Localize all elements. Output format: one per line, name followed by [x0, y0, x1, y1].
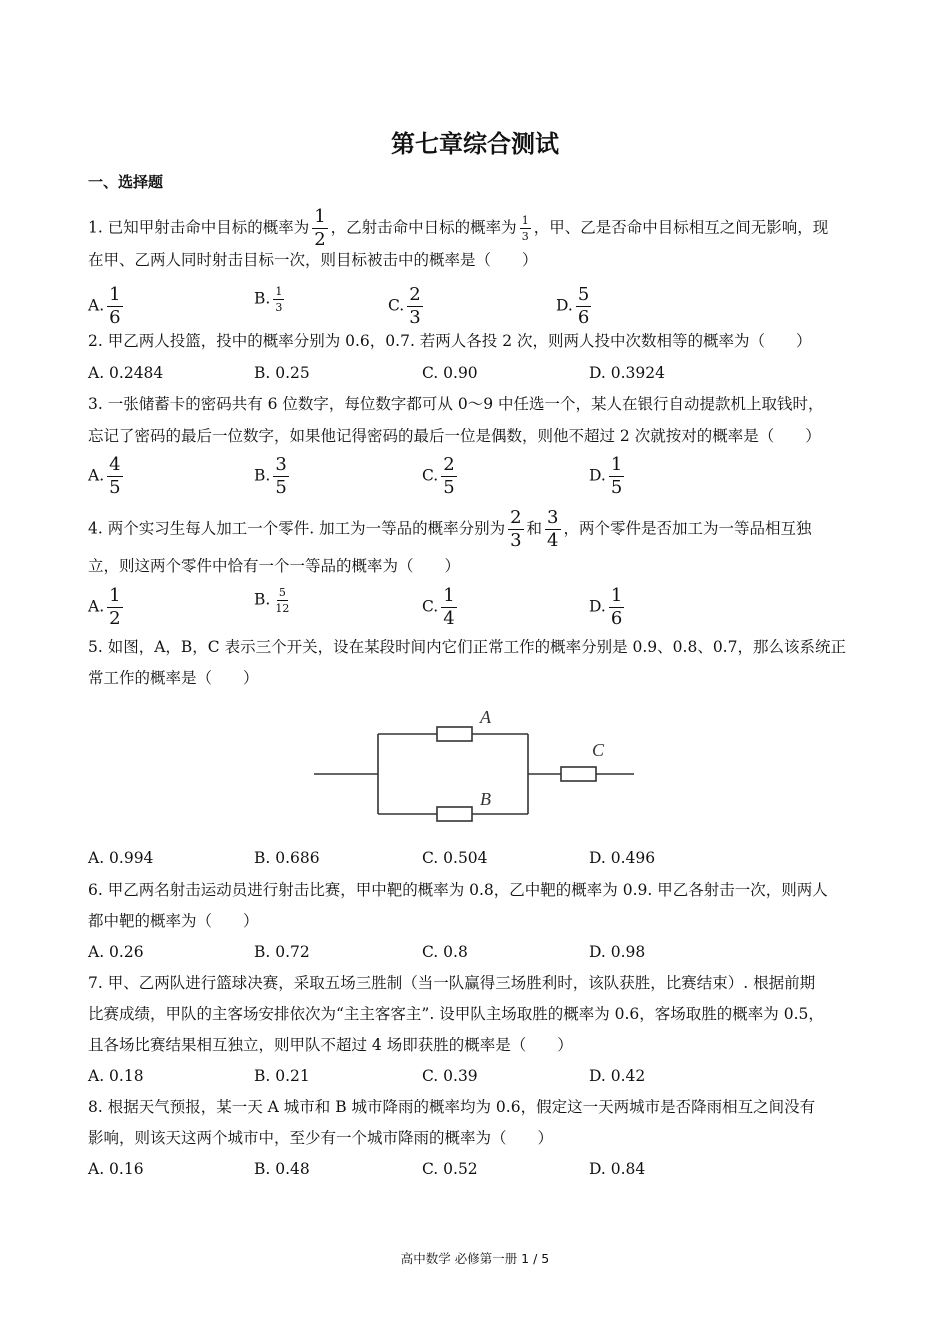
q1-option-d: D. $\frac{5}{6}$	[556, 284, 590, 328]
question-1-line-1: 1. 已知甲射击命中目标的概率为 $\frac{1}{2}$ ，乙射击命中日标的概率为 $\frac{1}{3}$ ，甲、乙是否命中目标相互之间无影响，现	[88, 206, 829, 250]
q1-option-a: A. $\frac{1}{6}$	[88, 284, 121, 328]
q1-option-b: B. $\frac{1}{3}$	[254, 285, 283, 314]
question-2-line-1: 2. 甲乙两人投篮，投中的概率分别为 0.6，0.7. 若两人各投 2 次，则两人投中次数相等的概率为（ ）	[88, 332, 812, 350]
q2-option-a: A. 0.2484	[88, 364, 164, 382]
q8-option-d: D. 0.84	[589, 1160, 646, 1178]
q7-option-d: D. 0.42	[589, 1067, 646, 1085]
question-4-line-1: 4. 两个实习生每人加工一个零件. 加工为一等品的概率分别为 $\frac{2}{3}$ 和 $\frac{3}{4}$ ，两个零件是否加工为一等品相互独	[88, 507, 812, 551]
switch-b-label: B	[480, 789, 491, 809]
q4-option-c: C. $\frac{1}{4}$	[422, 585, 455, 629]
question-6-line-1: 6. 甲乙两名射击运动员进行射击比赛，甲中靶的概率为 0.8，乙中靶的概率为 0.9. 甲乙各射击一次，则两人	[88, 881, 828, 899]
q4-option-a: A. $\frac{1}{2}$	[88, 585, 121, 629]
q5-option-c: C. 0.504	[422, 849, 488, 867]
question-5-line-2: 常工作的概率是（ ）	[88, 669, 259, 687]
q4-option-b: B. $\frac{5}{12}$	[254, 586, 290, 615]
q7-option-a: A. 0.18	[88, 1067, 144, 1085]
question-7-line-1: 7. 甲、乙两队进行篮球决赛，采取五场三胜制（当一队赢得三场胜利时，该队获胜，比赛结束）. 根据前期	[88, 974, 816, 992]
q2-option-c: C. 0.90	[422, 364, 478, 382]
fraction: $\frac{1}{2}$	[314, 206, 326, 250]
q7-option-c: C. 0.39	[422, 1067, 478, 1085]
switch-a-label: A	[480, 707, 491, 727]
q5-option-d: D. 0.496	[589, 849, 656, 867]
question-4-line-2: 立，则这两个零件中恰有一个一等品的概率为（ ）	[88, 557, 461, 575]
page-title: 第七章综合测试	[391, 130, 559, 158]
q6-option-b: B. 0.72	[254, 943, 310, 961]
q6-option-c: C. 0.8	[422, 943, 468, 961]
fraction: $\frac{1}{3}$	[521, 214, 529, 243]
question-7-line-2: 比赛成绩，甲队的主客场安排依次为“主主客客主”. 设甲队主场取胜的概率为 0.6，客场取胜的概率为 0.5，	[88, 1005, 824, 1023]
question-5-line-1: 5. 如图，A，B，C 表示三个开关，设在某段时间内它们正常工作的概率分别是 0.9、0.8、0.7，那么该系统正	[88, 638, 846, 656]
q6-option-a: A. 0.26	[88, 943, 144, 961]
q3-option-c: C. $\frac{2}{5}$	[422, 454, 455, 498]
question-3-line-1: 3. 一张储蓄卡的密码共有 6 位数字，每位数字都可从 0～9 中任选一个，某人在银行自动提款机上取钱时，	[88, 395, 824, 413]
question-1-line-2: 在甲、乙两人同时射击目标一次，则目标被击中的概率是（ ）	[88, 251, 538, 269]
q3-option-a: A. $\frac{4}{5}$	[88, 454, 121, 498]
q2-option-b: B. 0.25	[254, 364, 310, 382]
question-7-line-3: 且各场比赛结果相互独立，则甲队不超过 4 场即获胜的概率是（ ）	[88, 1036, 573, 1054]
q1-option-c: C. $\frac{2}{3}$	[388, 284, 421, 328]
q8-option-b: B. 0.48	[254, 1160, 310, 1178]
switch-c-label: C	[592, 740, 605, 760]
q6-option-d: D. 0.98	[589, 943, 646, 961]
question-3-line-2: 忘记了密码的最后一位数字，如果他记得密码的最后一位是偶数，则他不超过 2 次就按对的概率是（ ）	[88, 427, 821, 445]
q7-option-b: B. 0.21	[254, 1067, 310, 1085]
section-heading: 一、选择题	[88, 173, 164, 191]
question-6-line-2: 都中靶的概率为（ ）	[88, 912, 259, 930]
q2-option-d: D. 0.3924	[589, 364, 665, 382]
q5-option-a: A. 0.994	[88, 849, 154, 867]
page-footer: 高中数学 必修第一册 1 / 5	[400, 1251, 550, 1266]
question-8-line-2: 影响，则该天这两个城市中，至少有一个城市降雨的概率为（ ）	[88, 1129, 554, 1147]
question-8-line-1: 8. 根据天气预报，某一天 A 城市和 B 城市降雨的概率均为 0.6，假定这一天两城市是否降雨相互之间没有	[88, 1098, 816, 1116]
q8-option-c: C. 0.52	[422, 1160, 478, 1178]
q3-option-d: D. $\frac{1}{5}$	[589, 454, 623, 498]
q8-option-a: A. 0.16	[88, 1160, 144, 1178]
circuit-diagram	[310, 702, 640, 832]
q5-option-b: B. 0.686	[254, 849, 320, 867]
q3-option-b: B. $\frac{3}{5}$	[254, 454, 287, 498]
q4-option-d: D. $\frac{1}{6}$	[589, 585, 623, 629]
